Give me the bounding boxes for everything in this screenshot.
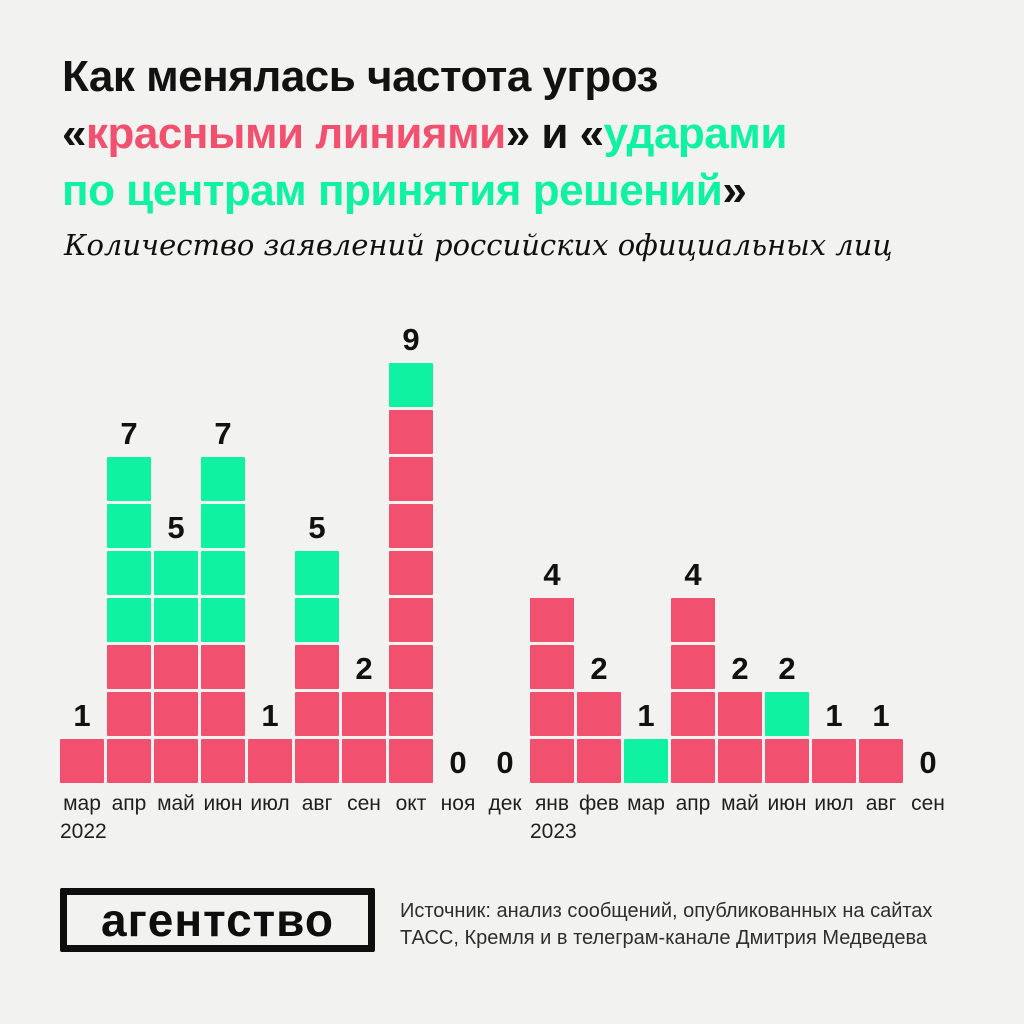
month-label: май bbox=[157, 792, 195, 815]
month-label: мар bbox=[63, 792, 101, 815]
title-line-1 bbox=[62, 48, 787, 105]
unit-square-redlines bbox=[389, 598, 433, 642]
bar-column-1-мар bbox=[60, 700, 104, 783]
unit-square-redlines bbox=[342, 739, 386, 783]
x-tick-15-май bbox=[718, 792, 762, 844]
bar-column-16-июн bbox=[765, 653, 809, 783]
x-tick-17-июл bbox=[812, 792, 856, 844]
unit-square-redlines bbox=[154, 645, 198, 689]
title-line-3 bbox=[62, 162, 787, 219]
bar-value-label: 2 bbox=[731, 651, 749, 686]
unit-square-redlines bbox=[201, 739, 245, 783]
month-label: авг bbox=[865, 792, 897, 815]
bar-value-label: 1 bbox=[872, 698, 890, 733]
bar-value-label: 1 bbox=[261, 698, 279, 733]
bar-value-label: 0 bbox=[496, 745, 514, 780]
x-tick-9-ноя bbox=[436, 792, 480, 844]
x-tick-13-мар bbox=[624, 792, 668, 844]
unit-square-strikes bbox=[107, 457, 151, 501]
unit-square-redlines bbox=[671, 645, 715, 689]
bar-value-label: 4 bbox=[543, 557, 561, 592]
chart-x-axis bbox=[60, 792, 950, 844]
unit-square-redlines bbox=[248, 739, 292, 783]
x-tick-4-июн bbox=[201, 792, 245, 844]
unit-square-redlines bbox=[201, 645, 245, 689]
unit-square-redlines bbox=[765, 739, 809, 783]
unit-square-redlines bbox=[530, 645, 574, 689]
title-green-phrase-2: по центрам принятия решений bbox=[62, 166, 723, 215]
bar-column-2-апр bbox=[107, 418, 151, 783]
bar-column-6-авг bbox=[295, 512, 339, 783]
bar-column-11-янв bbox=[530, 559, 574, 783]
bar-column-4-июн bbox=[201, 418, 245, 783]
unit-square-redlines bbox=[389, 551, 433, 595]
bar-value-label: 2 bbox=[355, 651, 373, 686]
unit-square-redlines bbox=[107, 739, 151, 783]
unit-square-redlines bbox=[107, 645, 151, 689]
unit-square-redlines bbox=[577, 739, 621, 783]
title-line1-text: Как менялась частота угроз bbox=[62, 52, 658, 101]
unit-square-redlines bbox=[389, 692, 433, 736]
bar-column-14-апр bbox=[671, 559, 715, 783]
x-tick-10-дек bbox=[483, 792, 527, 844]
month-label: мар bbox=[627, 792, 665, 815]
unit-square-redlines bbox=[389, 410, 433, 454]
x-tick-11-янв bbox=[530, 792, 577, 844]
agentstvo-logo bbox=[60, 888, 375, 952]
unit-square-strikes bbox=[107, 551, 151, 595]
unit-square-redlines bbox=[389, 645, 433, 689]
bar-column-15-май bbox=[718, 653, 762, 783]
unit-square-redlines bbox=[671, 598, 715, 642]
unit-square-redlines bbox=[201, 692, 245, 736]
x-tick-1-мар bbox=[60, 792, 107, 844]
bar-column-8-окт bbox=[389, 324, 433, 783]
bar-value-label: 5 bbox=[308, 510, 326, 545]
title-mid-text: » и « bbox=[505, 109, 604, 158]
unit-square-redlines bbox=[530, 739, 574, 783]
x-tick-2-апр bbox=[107, 792, 151, 844]
x-tick-12-фев bbox=[577, 792, 621, 844]
chart-title bbox=[62, 48, 787, 219]
x-tick-18-авг bbox=[859, 792, 903, 844]
unit-square-redlines bbox=[389, 457, 433, 501]
bar-column-17-июл bbox=[812, 700, 856, 783]
unit-square-redlines bbox=[389, 504, 433, 548]
title-close-quote: » bbox=[722, 166, 747, 215]
unit-square-strikes bbox=[107, 504, 151, 548]
unit-square-redlines bbox=[671, 739, 715, 783]
month-label: сен bbox=[347, 792, 381, 815]
bar-value-label: 7 bbox=[214, 416, 232, 451]
source-line-1: Источник: анализ сообщений, опубликованных на сайтах bbox=[400, 900, 933, 922]
bar-value-label: 2 bbox=[590, 651, 608, 686]
x-tick-6-авг bbox=[295, 792, 339, 844]
agentstvo-logo-text: агентство bbox=[101, 894, 334, 946]
month-label: ноя bbox=[440, 792, 476, 815]
unit-square-strikes bbox=[201, 598, 245, 642]
month-label: апр bbox=[111, 792, 147, 815]
bar-column-3-май bbox=[154, 512, 198, 783]
month-label: авг bbox=[301, 792, 333, 815]
unit-square-redlines bbox=[530, 598, 574, 642]
waffle-bar-chart bbox=[60, 323, 960, 844]
unit-square-redlines bbox=[718, 692, 762, 736]
unit-square-redlines bbox=[295, 645, 339, 689]
unit-square-strikes bbox=[201, 504, 245, 548]
unit-square-strikes bbox=[624, 739, 668, 783]
month-label: сен bbox=[911, 792, 945, 815]
unit-square-strikes bbox=[154, 551, 198, 595]
month-label: апр bbox=[675, 792, 711, 815]
bar-value-label: 4 bbox=[684, 557, 702, 592]
bar-column-18-авг bbox=[859, 700, 903, 783]
bar-value-label: 1 bbox=[637, 698, 655, 733]
month-label: июл bbox=[814, 792, 854, 815]
bar-value-label: 0 bbox=[919, 745, 937, 780]
x-tick-3-май bbox=[154, 792, 198, 844]
month-label: фев bbox=[578, 792, 620, 815]
unit-square-redlines bbox=[342, 692, 386, 736]
month-label: май bbox=[721, 792, 759, 815]
bar-column-19-сен bbox=[906, 747, 950, 783]
bar-value-label: 1 bbox=[825, 698, 843, 733]
title-pink-phrase: красными линиями bbox=[85, 109, 506, 158]
unit-square-strikes bbox=[107, 598, 151, 642]
bar-column-12-фев bbox=[577, 653, 621, 783]
unit-square-redlines bbox=[577, 692, 621, 736]
unit-square-redlines bbox=[107, 692, 151, 736]
title-line-2 bbox=[62, 105, 787, 162]
unit-square-redlines bbox=[154, 739, 198, 783]
unit-square-redlines bbox=[60, 739, 104, 783]
bar-column-5-июл bbox=[248, 700, 292, 783]
unit-square-strikes bbox=[389, 363, 433, 407]
chart-subtitle: Количество заявлений российских официальных лиц bbox=[64, 228, 893, 262]
month-label: июн bbox=[203, 792, 243, 815]
year-label: 2022 bbox=[60, 820, 107, 843]
unit-square-redlines bbox=[812, 739, 856, 783]
bar-value-label: 7 bbox=[120, 416, 138, 451]
month-label: дек bbox=[488, 792, 522, 815]
unit-square-redlines bbox=[389, 739, 433, 783]
month-label: окт bbox=[395, 792, 427, 815]
bar-column-13-мар bbox=[624, 700, 668, 783]
year-label: 2023 bbox=[530, 820, 577, 843]
unit-square-strikes bbox=[765, 692, 809, 736]
source-note bbox=[400, 898, 932, 952]
unit-square-redlines bbox=[530, 692, 574, 736]
title-open-quote: « bbox=[62, 109, 86, 158]
unit-square-redlines bbox=[295, 739, 339, 783]
bar-value-label: 5 bbox=[167, 510, 185, 545]
bar-value-label: 2 bbox=[778, 651, 796, 686]
bar-column-9-ноя bbox=[436, 747, 480, 783]
bar-value-label: 0 bbox=[449, 745, 467, 780]
x-tick-19-сен bbox=[906, 792, 950, 844]
unit-square-redlines bbox=[718, 739, 762, 783]
month-label: июн bbox=[767, 792, 807, 815]
x-tick-5-июл bbox=[248, 792, 292, 844]
chart-bars bbox=[60, 323, 950, 783]
x-tick-16-июн bbox=[765, 792, 809, 844]
source-line-2: ТАСС, Кремля и в телеграм-канале Дмитрия Медведева bbox=[400, 927, 927, 949]
bar-value-label: 1 bbox=[73, 698, 91, 733]
x-tick-14-апр bbox=[671, 792, 715, 844]
month-label: янв bbox=[534, 792, 570, 815]
unit-square-strikes bbox=[154, 598, 198, 642]
unit-square-strikes bbox=[295, 598, 339, 642]
unit-square-strikes bbox=[201, 551, 245, 595]
unit-square-strikes bbox=[201, 457, 245, 501]
unit-square-redlines bbox=[154, 692, 198, 736]
unit-square-redlines bbox=[295, 692, 339, 736]
title-green-phrase-1: ударами bbox=[603, 109, 787, 158]
unit-square-redlines bbox=[671, 692, 715, 736]
unit-square-strikes bbox=[295, 551, 339, 595]
x-tick-7-сен bbox=[342, 792, 386, 844]
bar-column-7-сен bbox=[342, 653, 386, 783]
unit-square-redlines bbox=[859, 739, 903, 783]
month-label: июл bbox=[250, 792, 290, 815]
x-tick-8-окт bbox=[389, 792, 433, 844]
bar-column-10-дек bbox=[483, 747, 527, 783]
bar-value-label: 9 bbox=[402, 322, 420, 357]
